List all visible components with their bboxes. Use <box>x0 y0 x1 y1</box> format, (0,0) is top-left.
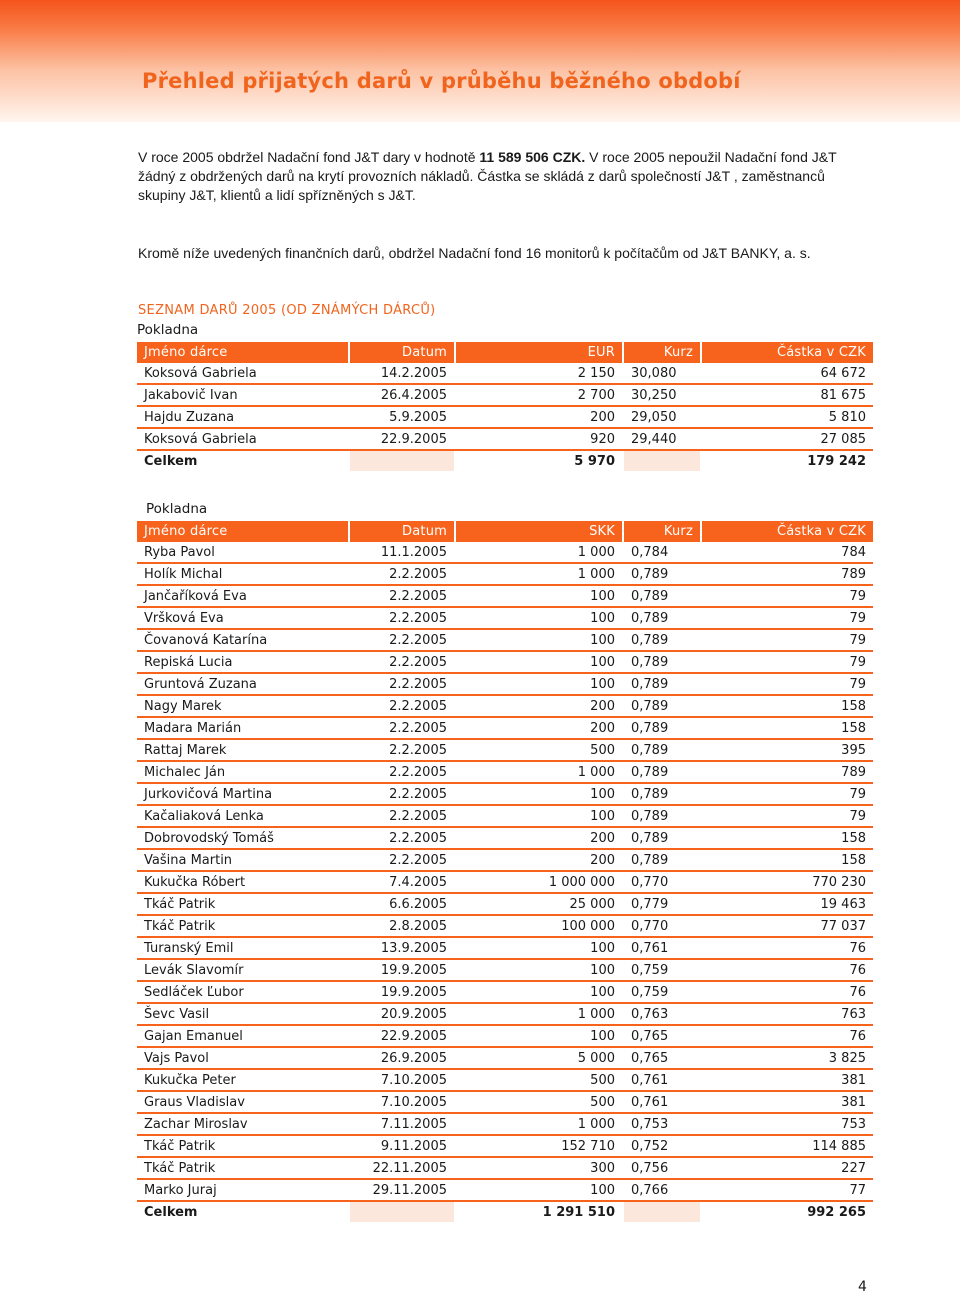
cell-czk: 3 825 <box>701 1047 873 1069</box>
cell-czk: 158 <box>701 695 873 717</box>
cell-czk: 77 <box>701 1179 873 1201</box>
table-row <box>137 563 873 585</box>
cell-czk: 114 885 <box>701 1135 873 1157</box>
table-header-row <box>137 342 873 363</box>
cell-donor-name: Graus Vladislav <box>137 1091 349 1113</box>
cell-czk: 81 675 <box>701 384 873 406</box>
table-body <box>137 542 873 1201</box>
cell-amount: 200 <box>455 695 623 717</box>
cell-donor-name: Jančaříková Eva <box>137 585 349 607</box>
cell-donor-name: Zachar Miroslav <box>137 1113 349 1135</box>
cell-date: 7.4.2005 <box>349 871 455 893</box>
table-row <box>137 695 873 717</box>
table-header-row <box>137 521 873 542</box>
cell-date: 2.2.2005 <box>349 805 455 827</box>
cell-rate: 0,752 <box>623 1135 701 1157</box>
cell-date: 2.2.2005 <box>349 827 455 849</box>
cell-amount: 5 000 <box>455 1047 623 1069</box>
cell-date: 9.11.2005 <box>349 1135 455 1157</box>
total-empty-cell <box>623 1201 701 1222</box>
cell-czk: 158 <box>701 827 873 849</box>
cell-amount: 500 <box>455 1091 623 1113</box>
section-label-eur: Pokladna <box>137 322 199 338</box>
col-header-amount: SKK <box>455 521 623 542</box>
cell-date: 2.8.2005 <box>349 915 455 937</box>
total-empty-cell <box>623 450 701 471</box>
cell-rate: 0,770 <box>623 871 701 893</box>
cell-amount: 2 150 <box>455 363 623 384</box>
cell-date: 14.2.2005 <box>349 363 455 384</box>
table-row <box>137 1047 873 1069</box>
col-header-date: Datum <box>349 521 455 542</box>
cell-rate: 0,761 <box>623 937 701 959</box>
table-row <box>137 542 873 563</box>
cell-rate: 0,765 <box>623 1047 701 1069</box>
cell-rate: 0,756 <box>623 1157 701 1179</box>
table-row <box>137 384 873 406</box>
table-row <box>137 805 873 827</box>
total-czk: 992 265 <box>807 1204 866 1220</box>
cell-date: 2.2.2005 <box>349 761 455 783</box>
total-empty-cell <box>349 1201 455 1222</box>
cell-amount: 200 <box>455 717 623 739</box>
monitors-note: Kromě níže uvedených finančních darů, obdržel Nadační fond 16 monitorů k počítačům od J&T BANKY, a. s. <box>138 245 811 261</box>
cell-rate: 0,761 <box>623 1091 701 1113</box>
cell-donor-name: Tkáč Patrik <box>137 915 349 937</box>
cell-amount: 100 <box>455 783 623 805</box>
donations-table-skk <box>137 521 873 1222</box>
cell-amount: 1 000 <box>455 1003 623 1025</box>
cell-czk: 76 <box>701 1025 873 1047</box>
cell-amount: 2 700 <box>455 384 623 406</box>
cell-date: 2.2.2005 <box>349 783 455 805</box>
cell-czk: 79 <box>701 673 873 695</box>
cell-donor-name: Ryba Pavol <box>137 542 349 563</box>
cell-donor-name: Ševc Vasil <box>137 1003 349 1025</box>
cell-amount: 1 000 <box>455 761 623 783</box>
cell-czk: 789 <box>701 563 873 585</box>
cell-czk: 76 <box>701 959 873 981</box>
table-row <box>137 585 873 607</box>
cell-rate: 0,789 <box>623 849 701 871</box>
cell-donor-name: Vašina Martin <box>137 849 349 871</box>
cell-date: 2.2.2005 <box>349 739 455 761</box>
cell-donor-name: Repiská Lucia <box>137 651 349 673</box>
cell-rate: 29,440 <box>623 428 701 450</box>
cell-amount: 1 000 <box>455 1113 623 1135</box>
total-czk: 179 242 <box>807 453 866 469</box>
cell-amount: 100 000 <box>455 915 623 937</box>
cell-date: 2.2.2005 <box>349 607 455 629</box>
cell-donor-name: Sedláček Ľubor <box>137 981 349 1003</box>
header-band <box>0 0 960 122</box>
cell-donor-name: Gajan Emanuel <box>137 1025 349 1047</box>
cell-rate: 0,789 <box>623 629 701 651</box>
cell-rate: 29,050 <box>623 406 701 428</box>
intro-amount: 11 589 506 CZK. <box>479 149 586 165</box>
total-amount: 5 970 <box>455 450 623 471</box>
table-row <box>137 629 873 651</box>
cell-amount: 100 <box>455 1025 623 1047</box>
cell-amount: 25 000 <box>455 893 623 915</box>
cell-date: 29.11.2005 <box>349 1179 455 1201</box>
cell-donor-name: Kukučka Peter <box>137 1069 349 1091</box>
table-row <box>137 651 873 673</box>
total-amount: 1 291 510 <box>455 1201 623 1222</box>
cell-amount: 200 <box>455 849 623 871</box>
cell-date: 2.2.2005 <box>349 629 455 651</box>
cell-rate: 0,779 <box>623 893 701 915</box>
cell-czk: 5 810 <box>701 406 873 428</box>
total-label: Celkem <box>137 450 349 471</box>
cell-rate: 0,789 <box>623 651 701 673</box>
cell-rate: 30,250 <box>623 384 701 406</box>
cell-date: 6.6.2005 <box>349 893 455 915</box>
intro-text-end: V roce 2005 nepoužil Nadační fond J&T žádný z obdržených darů na krytí provozních nákladů. Částka se skládá z darů společností J&T , zaměstnanců skupiny J&T, klientů a lidí spřízněných s J&T. <box>138 149 837 203</box>
cell-rate: 30,080 <box>623 363 701 384</box>
table-row <box>137 1025 873 1047</box>
cell-czk: 79 <box>701 607 873 629</box>
cell-amount: 100 <box>455 937 623 959</box>
cell-czk: 27 085 <box>701 428 873 450</box>
intro-text-start: V roce 2005 obdržel Nadační fond J&T dary v hodnotě <box>138 149 480 165</box>
cell-czk: 76 <box>701 937 873 959</box>
cell-czk: 79 <box>701 629 873 651</box>
cell-rate: 0,789 <box>623 717 701 739</box>
col-header-date: Datum <box>349 342 455 363</box>
cell-rate: 0,789 <box>623 585 701 607</box>
table-row <box>137 673 873 695</box>
cell-amount: 920 <box>455 428 623 450</box>
cell-date: 22.9.2005 <box>349 428 455 450</box>
cell-date: 13.9.2005 <box>349 937 455 959</box>
cell-amount: 300 <box>455 1157 623 1179</box>
cell-amount: 100 <box>455 805 623 827</box>
cell-amount: 100 <box>455 651 623 673</box>
cell-donor-name: Holík Michal <box>137 563 349 585</box>
cell-donor-name: Rattaj Marek <box>137 739 349 761</box>
page-number: 4 <box>858 1279 867 1295</box>
col-header-amount: EUR <box>455 342 623 363</box>
cell-rate: 0,789 <box>623 783 701 805</box>
cell-donor-name: Hajdu Zuzana <box>137 406 349 428</box>
cell-date: 11.1.2005 <box>349 542 455 563</box>
cell-amount: 1 000 000 <box>455 871 623 893</box>
cell-rate: 0,770 <box>623 915 701 937</box>
cell-donor-name: Gruntová Zuzana <box>137 673 349 695</box>
cell-donor-name: Koksová Gabriela <box>137 363 349 384</box>
cell-rate: 0,789 <box>623 607 701 629</box>
cell-date: 20.9.2005 <box>349 1003 455 1025</box>
cell-date: 2.2.2005 <box>349 673 455 695</box>
cell-czk: 79 <box>701 783 873 805</box>
page-title: Přehled přijatých darů v průběhu běžného období <box>142 69 741 93</box>
table-row <box>137 1179 873 1201</box>
cell-donor-name: Tkáč Patrik <box>137 893 349 915</box>
cell-donor-name: Kačaliaková Lenka <box>137 805 349 827</box>
cell-date: 26.9.2005 <box>349 1047 455 1069</box>
cell-rate: 0,789 <box>623 805 701 827</box>
cell-amount: 500 <box>455 1069 623 1091</box>
table-row <box>137 959 873 981</box>
cell-rate: 0,789 <box>623 761 701 783</box>
cell-date: 22.11.2005 <box>349 1157 455 1179</box>
cell-czk: 381 <box>701 1091 873 1113</box>
cell-amount: 100 <box>455 959 623 981</box>
table-row <box>137 1003 873 1025</box>
cell-czk: 381 <box>701 1069 873 1091</box>
total-empty-cell <box>349 450 455 471</box>
cell-czk: 763 <box>701 1003 873 1025</box>
cell-donor-name: Jakabovič Ivan <box>137 384 349 406</box>
cell-donor-name: Vajs Pavol <box>137 1047 349 1069</box>
cell-czk: 19 463 <box>701 893 873 915</box>
cell-date: 2.2.2005 <box>349 651 455 673</box>
intro-paragraph <box>138 148 868 205</box>
col-header-name: Jméno dárce <box>137 521 349 542</box>
table-row <box>137 607 873 629</box>
col-header-rate: Kurz <box>623 521 701 542</box>
table-row <box>137 428 873 450</box>
table-row <box>137 1091 873 1113</box>
cell-czk: 753 <box>701 1113 873 1135</box>
list-heading: SEZNAM DARŮ 2005 (OD ZNÁMÝCH DÁRCŮ) <box>138 303 436 318</box>
cell-rate: 0,761 <box>623 1069 701 1091</box>
table-row <box>137 739 873 761</box>
cell-amount: 100 <box>455 585 623 607</box>
table-row <box>137 406 873 428</box>
cell-czk: 158 <box>701 717 873 739</box>
cell-date: 2.2.2005 <box>349 563 455 585</box>
cell-amount: 100 <box>455 629 623 651</box>
table-row <box>137 363 873 384</box>
cell-amount: 200 <box>455 827 623 849</box>
cell-donor-name: Tkáč Patrik <box>137 1157 349 1179</box>
cell-rate: 0,759 <box>623 981 701 1003</box>
table-row <box>137 761 873 783</box>
cell-czk: 79 <box>701 651 873 673</box>
cell-czk: 79 <box>701 805 873 827</box>
cell-donor-name: Michalec Ján <box>137 761 349 783</box>
cell-rate: 0,789 <box>623 673 701 695</box>
table-row <box>137 915 873 937</box>
cell-rate: 0,789 <box>623 739 701 761</box>
cell-donor-name: Levák Slavomír <box>137 959 349 981</box>
cell-amount: 1 000 <box>455 542 623 563</box>
table-body <box>137 363 873 450</box>
cell-donor-name: Čovanová Katarína <box>137 629 349 651</box>
cell-czk: 789 <box>701 761 873 783</box>
total-row <box>137 1201 873 1222</box>
cell-donor-name: Madara Marián <box>137 717 349 739</box>
cell-rate: 0,789 <box>623 563 701 585</box>
donations-table-eur <box>137 342 873 471</box>
cell-date: 7.10.2005 <box>349 1091 455 1113</box>
cell-rate: 0,763 <box>623 1003 701 1025</box>
cell-amount: 100 <box>455 1179 623 1201</box>
cell-date: 26.4.2005 <box>349 384 455 406</box>
cell-amount: 1 000 <box>455 563 623 585</box>
col-header-rate: Kurz <box>623 342 701 363</box>
cell-donor-name: Vršková Eva <box>137 607 349 629</box>
cell-czk: 79 <box>701 585 873 607</box>
cell-rate: 0,753 <box>623 1113 701 1135</box>
cell-donor-name: Nagy Marek <box>137 695 349 717</box>
section-label-skk: Pokladna <box>146 501 208 517</box>
cell-czk: 77 037 <box>701 915 873 937</box>
cell-czk: 158 <box>701 849 873 871</box>
cell-amount: 200 <box>455 406 623 428</box>
cell-rate: 0,789 <box>623 827 701 849</box>
cell-amount: 152 710 <box>455 1135 623 1157</box>
table-row <box>137 1069 873 1091</box>
cell-date: 7.10.2005 <box>349 1069 455 1091</box>
cell-date: 2.2.2005 <box>349 585 455 607</box>
cell-amount: 100 <box>455 673 623 695</box>
col-header-czk: Částka v CZK <box>701 342 873 363</box>
cell-rate: 0,765 <box>623 1025 701 1047</box>
total-label: Celkem <box>137 1201 349 1222</box>
cell-czk: 770 230 <box>701 871 873 893</box>
table-row <box>137 1157 873 1179</box>
cell-date: 22.9.2005 <box>349 1025 455 1047</box>
table-row <box>137 849 873 871</box>
cell-donor-name: Marko Juraj <box>137 1179 349 1201</box>
table-row <box>137 871 873 893</box>
cell-czk: 227 <box>701 1157 873 1179</box>
table-row <box>137 1113 873 1135</box>
cell-date: 7.11.2005 <box>349 1113 455 1135</box>
cell-date: 2.2.2005 <box>349 849 455 871</box>
total-row <box>137 450 873 471</box>
cell-czk: 64 672 <box>701 363 873 384</box>
table-row <box>137 937 873 959</box>
cell-amount: 100 <box>455 981 623 1003</box>
cell-czk: 395 <box>701 739 873 761</box>
cell-donor-name: Jurkovičová Martina <box>137 783 349 805</box>
col-header-name: Jméno dárce <box>137 342 349 363</box>
cell-amount: 500 <box>455 739 623 761</box>
table-row <box>137 893 873 915</box>
cell-donor-name: Kukučka Róbert <box>137 871 349 893</box>
table-row <box>137 717 873 739</box>
cell-rate: 0,789 <box>623 695 701 717</box>
cell-date: 2.2.2005 <box>349 695 455 717</box>
cell-amount: 100 <box>455 607 623 629</box>
table-row <box>137 1135 873 1157</box>
col-header-czk: Částka v CZK <box>701 521 873 542</box>
table-row <box>137 783 873 805</box>
table-row <box>137 827 873 849</box>
cell-rate: 0,766 <box>623 1179 701 1201</box>
cell-date: 2.2.2005 <box>349 717 455 739</box>
table-row <box>137 981 873 1003</box>
cell-rate: 0,759 <box>623 959 701 981</box>
cell-date: 19.9.2005 <box>349 959 455 981</box>
cell-donor-name: Dobrovodský Tomáš <box>137 827 349 849</box>
cell-rate: 0,784 <box>623 542 701 563</box>
cell-donor-name: Koksová Gabriela <box>137 428 349 450</box>
cell-czk: 784 <box>701 542 873 563</box>
cell-date: 5.9.2005 <box>349 406 455 428</box>
cell-donor-name: Tkáč Patrik <box>137 1135 349 1157</box>
cell-czk: 76 <box>701 981 873 1003</box>
cell-donor-name: Turanský Emil <box>137 937 349 959</box>
cell-date: 19.9.2005 <box>349 981 455 1003</box>
